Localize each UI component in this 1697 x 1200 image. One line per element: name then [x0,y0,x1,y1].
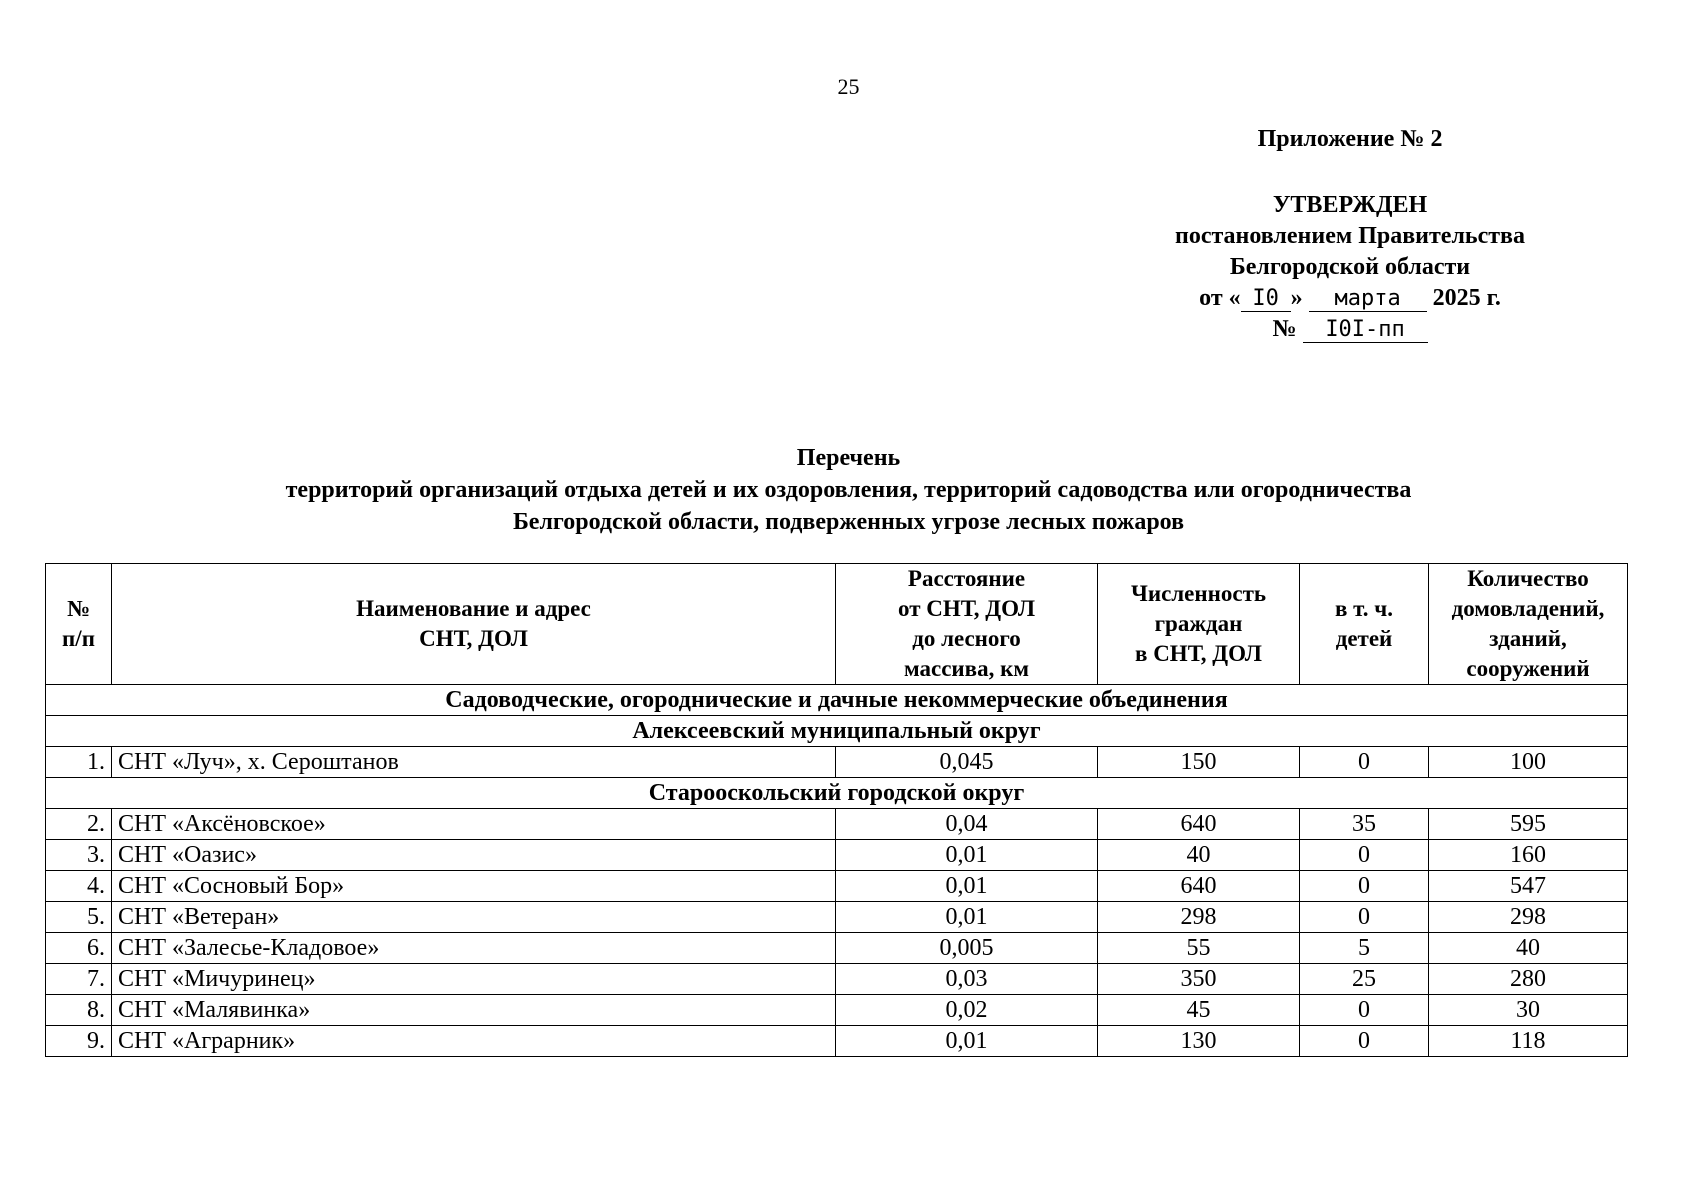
approval-line-region: Белгородской области [1229,254,1471,280]
table-row [46,747,1628,778]
page-number: 25 [837,74,860,99]
cell-distance: 0,005 [836,933,1098,964]
cell-population: 150 [1098,747,1300,778]
cell-distance: 0,045 [836,747,1098,778]
date-mid: » [1290,285,1303,311]
cell-population: 40 [1098,840,1300,871]
header-num: № п/п [46,564,112,685]
table-row [46,809,1628,840]
cell-buildings: 595 [1429,809,1628,840]
appendix-label: Приложение № 2 [1257,126,1443,152]
table-header-row [46,564,1628,685]
list-title-line1: Перечень [796,445,901,471]
cell-children: 5 [1300,933,1429,964]
cell-num: 3. [46,840,112,871]
cell-children: 0 [1300,840,1429,871]
cell-buildings: 280 [1429,964,1628,995]
table-row [46,933,1628,964]
cell-distance: 0,02 [836,995,1098,1026]
cell-name: СНТ «Оазис» [112,840,836,871]
cell-name: СНТ «Аксёновское» [112,809,836,840]
list-title [0,442,1697,538]
header-name: Наименование и адрес СНТ, ДОЛ [112,564,836,685]
district-label: Старооскольский городской округ [46,778,1628,809]
approval-title: УТВЕРЖДЕН [1272,192,1428,218]
cell-num: 2. [46,809,112,840]
number-value: I0I-пп [1303,318,1428,343]
number-prefix: № [1272,316,1297,342]
header-distance: Расстояние от СНТ, ДОЛ до лесного массива, км [836,564,1098,685]
date-year: 2025 г. [1432,285,1501,311]
cell-population: 130 [1098,1026,1300,1057]
cell-distance: 0,03 [836,964,1098,995]
cell-buildings: 40 [1429,933,1628,964]
cell-name: СНТ «Залесье-Кладовое» [112,933,836,964]
cell-children: 0 [1300,1026,1429,1057]
table-row [46,871,1628,902]
cell-distance: 0,04 [836,809,1098,840]
cell-num: 4. [46,871,112,902]
cell-buildings: 160 [1429,840,1628,871]
list-title-line2: территорий организаций отдыха детей и их оздоровления, территорий садоводства или огородничества [285,477,1412,503]
cell-num: 5. [46,902,112,933]
cell-distance: 0,01 [836,871,1098,902]
cell-name: СНТ «Мичуринец» [112,964,836,995]
cell-buildings: 100 [1429,747,1628,778]
approval-number [1150,314,1550,345]
table-row [46,1026,1628,1057]
cell-num: 7. [46,964,112,995]
cell-distance: 0,01 [836,902,1098,933]
cell-buildings: 30 [1429,995,1628,1026]
cell-distance: 0,01 [836,1026,1098,1057]
header-population: Численность граждан в СНТ, ДОЛ [1098,564,1300,685]
cell-children: 35 [1300,809,1429,840]
cell-name: СНТ «Луч», х. Сероштанов [112,747,836,778]
table-row [46,902,1628,933]
date-day: I0 [1241,287,1291,312]
district-label: Алексеевский муниципальный округ [46,716,1628,747]
approval-block [1150,190,1550,345]
cell-buildings: 298 [1429,902,1628,933]
cell-children: 0 [1300,902,1429,933]
cell-name: СНТ «Ветеран» [112,902,836,933]
cell-num: 8. [46,995,112,1026]
category-label: Садоводческие, огороднические и дачные некоммерческие объединения [46,685,1628,716]
cell-num: 6. [46,933,112,964]
table-row [46,995,1628,1026]
cell-distance: 0,01 [836,840,1098,871]
cell-population: 350 [1098,964,1300,995]
cell-name: СНТ «Сосновый Бор» [112,871,836,902]
date-month: марта [1309,287,1427,312]
cell-population: 640 [1098,809,1300,840]
cell-children: 25 [1300,964,1429,995]
cell-num: 1. [46,747,112,778]
cell-children: 0 [1300,747,1429,778]
cell-children: 0 [1300,871,1429,902]
date-prefix: от « [1199,285,1241,311]
cell-buildings: 547 [1429,871,1628,902]
list-title-line3: Белгородской области, подверженных угрозе лесных пожаров [512,509,1185,535]
cell-population: 45 [1098,995,1300,1026]
table-row [46,840,1628,871]
cell-population: 298 [1098,902,1300,933]
category-row [46,685,1628,716]
cell-population: 55 [1098,933,1300,964]
cell-buildings: 118 [1429,1026,1628,1057]
cell-num: 9. [46,1026,112,1057]
table-row [46,964,1628,995]
header-children: в т. ч. детей [1300,564,1429,685]
cell-name: СНТ «Малявинка» [112,995,836,1026]
header-buildings: Количество домовладений, зданий, сооружений [1429,564,1628,685]
territories-table [45,563,1628,1057]
approval-line-government: постановлением Правительства [1174,223,1525,249]
cell-children: 0 [1300,995,1429,1026]
cell-population: 640 [1098,871,1300,902]
cell-name: СНТ «Аграрник» [112,1026,836,1057]
district-row [46,716,1628,747]
district-row [46,778,1628,809]
approval-date [1150,283,1550,314]
